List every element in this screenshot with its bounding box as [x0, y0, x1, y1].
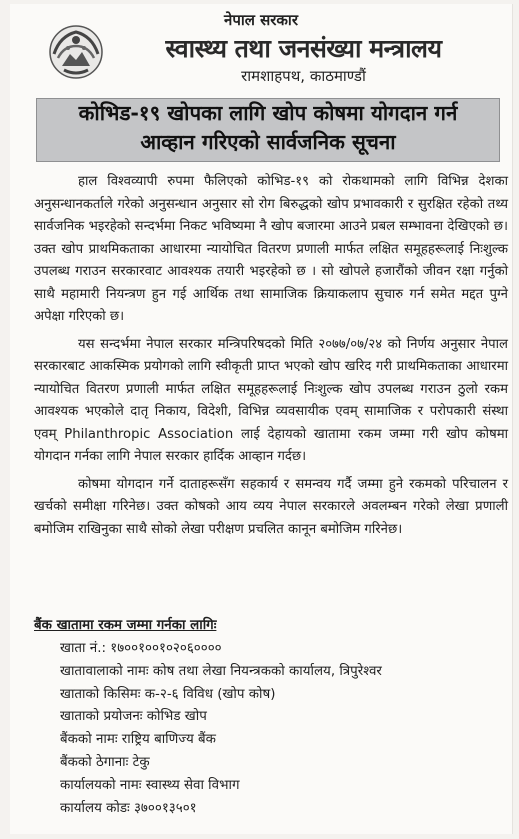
bank-details-heading: बैंक खातामा रकम जम्मा गर्नका लागिः — [34, 618, 217, 633]
notice-body — [34, 171, 508, 546]
account-type: खाताको किसिमः क-२-६ विविध (खोप कोष) — [60, 686, 276, 702]
office-code: कार्यालय कोडः ३७००१३५०१ — [60, 800, 197, 816]
ministry-address: रामशाहपथ, काठमाण्डौं — [241, 67, 366, 85]
paragraph-3: कोषमा योगदान गर्ने दाताहरूसँग सहकार्य र समन्वय गर्दै जम्मा हुने रकमको परिचालन र खर्चको समीक्षा गरिनेछ। उक्त कोषको आय व्यय नेपाल सरकारले अवलम्बन गरेको लेखा प्रणाली बमोजिम राखिनुका साथै सोको लेखा परीक्षण प्रचलित कानून बमोजिम गरिनेछ। — [34, 476, 508, 537]
ministry-name: स्वास्थ्य तथा जनसंख्या मन्त्रालय — [165, 34, 442, 63]
paragraph-1: हाल विश्वव्यापी रुपमा फैलिएको कोभिड-१९ को रोकथामको लागि विभिन्न देशका अनुसन्धानकर्ताले गरेको अनुसन्धान अनुसार सो रोग बिरुद्धको खोप प्रभावकारी र सुरक्षित रहेको तथ्य सार्वजनिक भइरहेको सन्दर्भमा निकट भविष्यमा नै खोप बजारमा आउने प्रबल सम्भावना देखिएको छ। उक्त खोप प्राथमिकताका आधारमा न्यायोचित वितरण प्रणाली मार्फत लक्षित समूहहरूलाई निःशुल्क उपलब्ध गराउन सरकारवाट आवश्यक तयारी भइरहेको छ । सो खोपले हजारौंको जीवन रक्षा गर्नुको साथै महामारी नियन्त्रण हुन गई आर्थिक तथा सामाजिक क्रियाकलाप सुचारु गर्न समेत मद्दत पुग्ने अपेक्षा गरिएको छ। — [34, 174, 508, 324]
bank-details — [34, 614, 508, 820]
notice-title — [36, 98, 500, 162]
notice-title-line-2: आव्हान गरिएको सार्वजनिक सूचना — [140, 130, 396, 154]
account-holder: खातावालाको नामः कोष तथा लेखा नियन्त्रकको कार्यालय, त्रिपुरेश्वर — [60, 663, 382, 679]
government-name: नेपाल सरकार — [224, 11, 298, 29]
bank-name: बैंकको नामः राष्ट्रिय बाणिज्य बैंक — [60, 732, 216, 748]
notice-page — [10, 4, 513, 834]
notice-title-line-1: कोभिड-१९ खोपका लागि खोप कोषमा योगदान गर्न — [78, 101, 458, 125]
letterhead — [10, 4, 512, 92]
bank-address: बैंकको ठेगानाः टेकु — [60, 754, 150, 770]
paragraph-2: यस सन्दर्भमा नेपाल सरकार मन्त्रिपरिषदको मिति २०७७/०७/२४ को निर्णय अनुसार नेपाल सरकारबाट आकस्मिक प्रयोगको लागि स्वीकृती प्राप्त भएको खोप खरिद गरी प्राथमिकताका आधारमा न्यायोचित वितरण प्रणाली मार्फत लक्षित समूहहरूलाई निःशुल्क खोप उपलब्ध गराउन ठुलो रकम आवश्यक भएकोले दातृ निकाय, विदेशी, विभिन्न व्यवसायीक एवम् सामाजिक र परोपकारी संस्था एवम् Philanthropic Association लाई देहायको खातामा रकम जम्मा गरी खोप कोषमा योगदान गर्नका लागि नेपाल सरकार हार्दिक आव्हान गर्दछ। — [34, 336, 508, 464]
account-number: खाता नं.: १७००१००१०२०६०००० — [60, 641, 222, 656]
account-purpose: खाताको प्रयोजनः कोभिड खोप — [60, 709, 207, 725]
office-name: कार्यालयको नामः स्वास्थ्य सेवा विभाग — [60, 777, 240, 793]
